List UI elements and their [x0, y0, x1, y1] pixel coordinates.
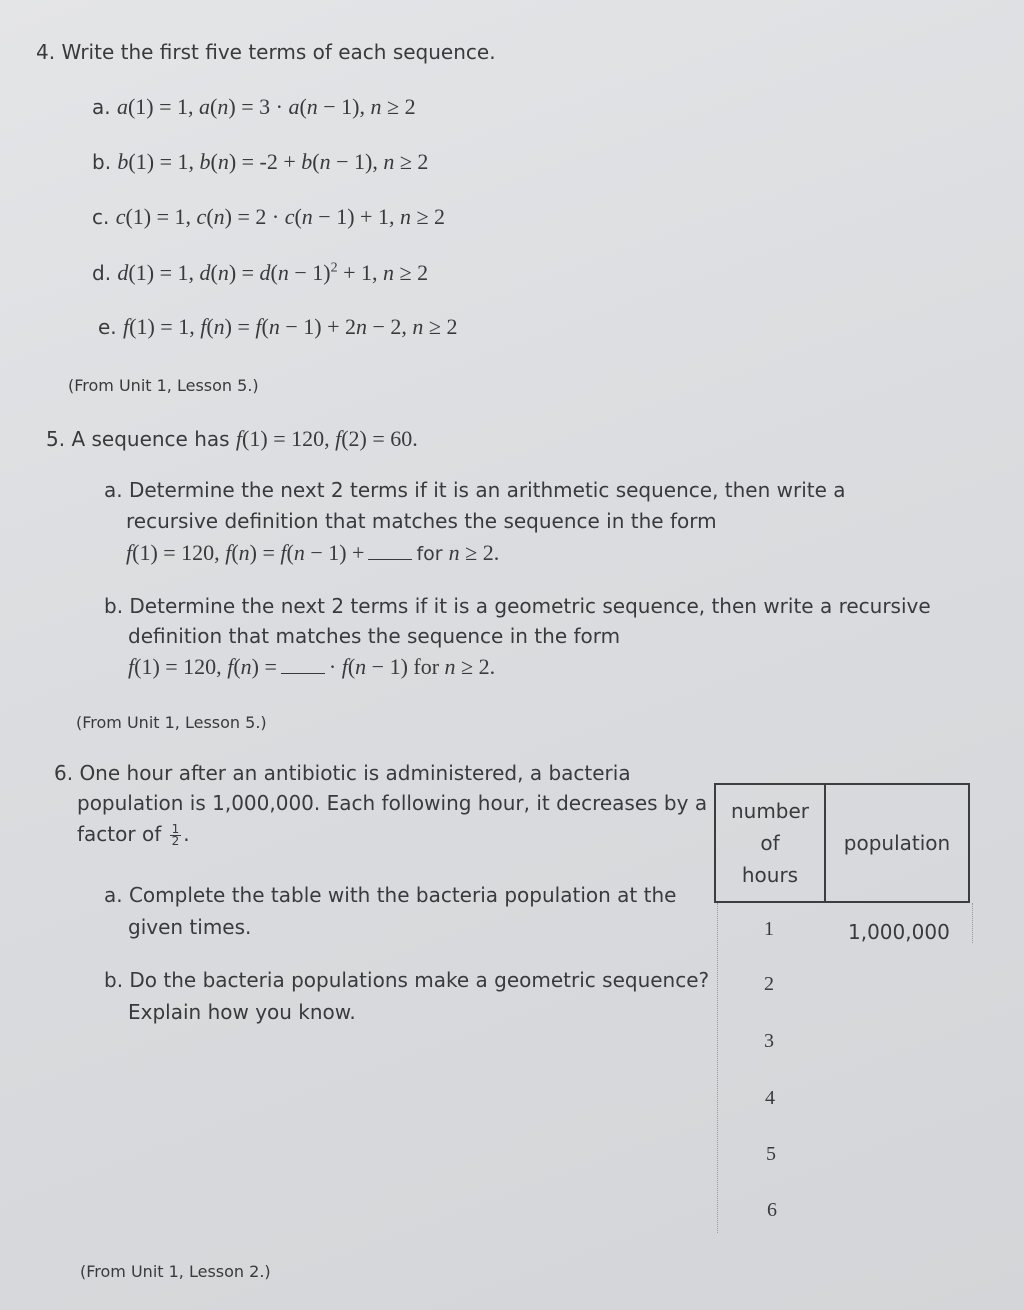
hours-cell: 5 — [766, 1143, 776, 1165]
table-left-edge — [717, 903, 718, 1233]
q4-title: 4. Write the first five terms of each sequence. — [36, 40, 496, 64]
hours-cell: 1 — [764, 918, 774, 940]
q6-line2: population is 1,000,000. Each following hour, it decreases by a — [77, 791, 708, 815]
q5-title: 5. A sequence has f(1) = 120, f(2) = 60. — [46, 426, 418, 451]
q4-b: b. b(1) = 1, b(n) = -2 + b(n − 1), n ≥ 2 — [92, 149, 429, 174]
answer-blank[interactable] — [281, 655, 325, 674]
q4-d-exponent: 2 — [330, 260, 338, 276]
q6-b-line2: Explain how you know. — [128, 1000, 356, 1024]
q5-a-line1: a. Determine the next 2 terms if it is an arithmetic sequence, then write a — [104, 478, 846, 502]
q4-c: c. c(1) = 1, c(n) = 2 · c(n − 1) + 1, n ≥ 2 — [92, 204, 446, 229]
header-population: population — [843, 831, 951, 855]
hours-cell: 2 — [764, 973, 774, 995]
q6-a-line1: a. Complete the table with the bacteria population at the — [104, 883, 677, 907]
q6-line1: 6. One hour after an antibiotic is administered, a bacteria — [54, 761, 631, 785]
q6-b-line1: b. Do the bacteria populations make a geometric sequence? — [104, 968, 710, 992]
q5-b-line2: definition that matches the sequence in the form — [128, 624, 621, 648]
q6-source: (From Unit 1, Lesson 2.) — [80, 1262, 271, 1281]
q5-b-line1: b. Determine the next 2 terms if it is a geometric sequence, then write a recursive — [104, 594, 931, 618]
hours-cell: 3 — [764, 1030, 774, 1052]
answer-blank[interactable] — [368, 541, 412, 560]
hours-cell: 4 — [765, 1087, 775, 1109]
header-number-of-hours: number of hours — [716, 785, 826, 901]
fraction-one-half: $\frac{1}{2}$ — [171, 822, 180, 848]
q4-a: a. a(1) = 1, a(n) = 3 · a(n − 1), n ≥ 2 — [92, 94, 416, 119]
q4-e: e. f(1) = 1, f(n) = f(n − 1) + 2n − 2, n ≥ 2 — [98, 314, 458, 339]
population-table-header — [714, 783, 970, 903]
q6-a-line2: given times. — [128, 915, 252, 939]
q5-b-form: f(1) = 120, f(n) = · f(n − 1) for n ≥ 2. — [128, 654, 496, 679]
q4-source: (From Unit 1, Lesson 5.) — [68, 376, 259, 395]
table-right-edge — [972, 903, 973, 943]
q6-line3: factor of $\frac{1}{2}$ . — [77, 822, 190, 848]
q5-source: (From Unit 1, Lesson 5.) — [76, 713, 267, 732]
q5-a-line2: recursive definition that matches the sequence in the form — [126, 509, 717, 533]
q5-a-form: f(1) = 120, f(n) = f(n − 1) + for n ≥ 2. — [126, 540, 500, 565]
q4-d: d. d(1) = 1, $d(n) = d(n - 1)^2 + 1$, n ≥ 2 — [92, 260, 429, 285]
population-cell: 1,000,000 — [848, 920, 950, 944]
hours-cell: 6 — [767, 1199, 777, 1221]
